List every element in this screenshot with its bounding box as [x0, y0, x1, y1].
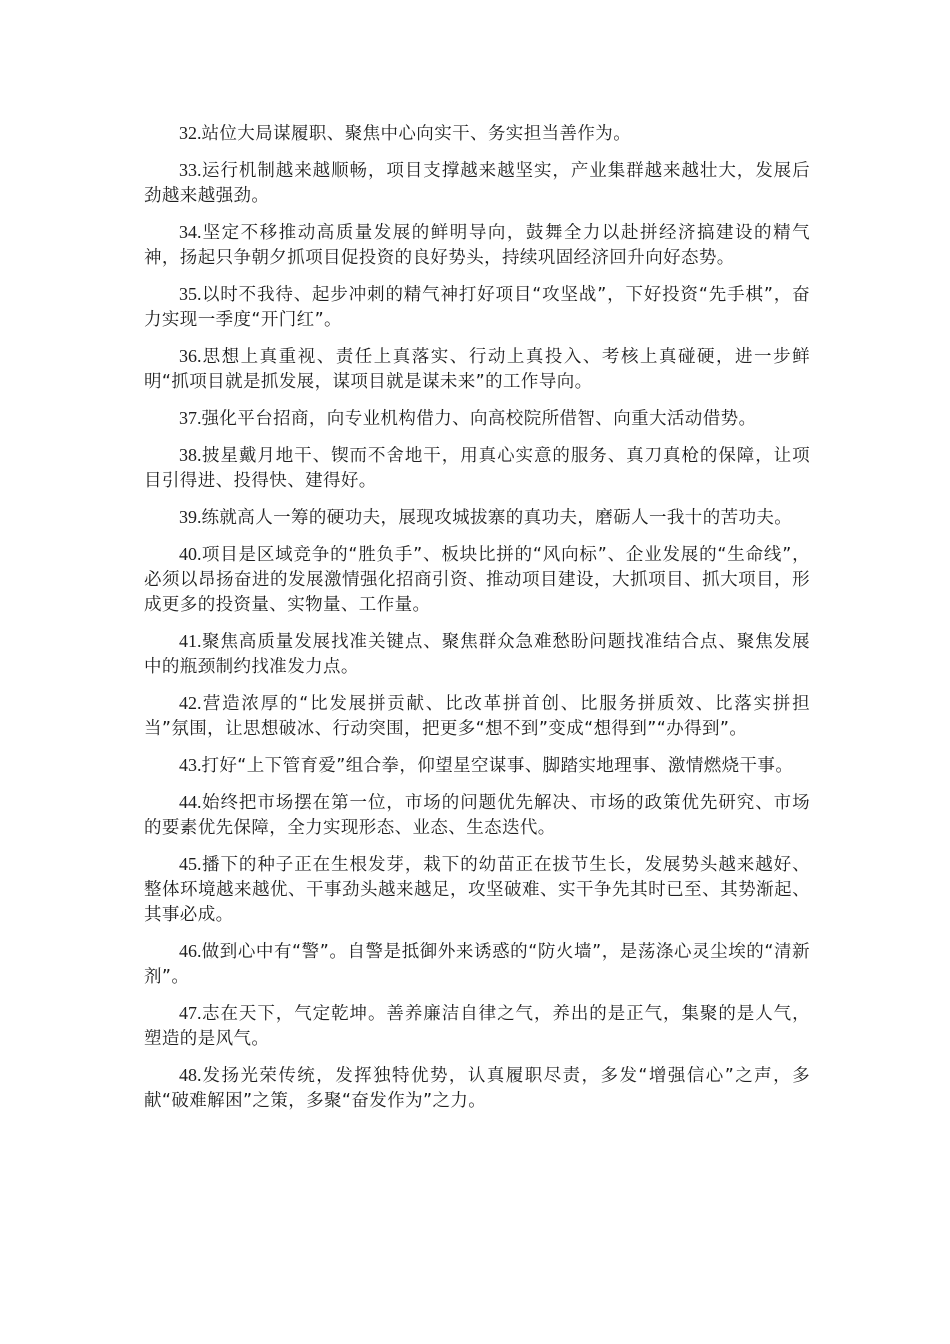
paragraph-38	[144, 443, 810, 494]
paragraph-number: 37.	[179, 408, 202, 428]
paragraph-number: 47.	[179, 1003, 202, 1023]
paragraph-text: 以时不我待、起步冲刺的精气神打好项目“攻坚战”，下好投资“先手棋”，奋力实现一季度“开门红”。	[144, 285, 810, 330]
paragraph-text: 打好“上下管育爱”组合拳，仰望星空谋事、脚踏实地理事、激情燃烧干事。	[201, 756, 794, 776]
paragraph-number: 45.	[179, 854, 202, 874]
paragraph-text: 站位大局谋履职、聚焦中心向实干、务实担当善作为。	[201, 124, 632, 144]
paragraph-number: 32.	[179, 123, 202, 143]
paragraph-number: 36.	[179, 346, 202, 366]
paragraph-37	[144, 406, 810, 432]
paragraph-text: 运行机制越来越顺畅，项目支撑越来越坚实，产业集群越来越壮大，发展后劲越来越强劲。	[144, 161, 810, 206]
paragraph-text: 强化平台招商，向专业机构借力、向高校院所借智、向重大活动借势。	[201, 409, 757, 429]
paragraph-number: 40.	[179, 544, 202, 564]
paragraph-number: 43.	[179, 755, 202, 775]
paragraph-41	[144, 629, 810, 680]
paragraph-number: 48.	[179, 1065, 202, 1085]
paragraph-number: 44.	[179, 792, 202, 812]
paragraph-43	[144, 753, 810, 779]
paragraph-text: 项目是区域竞争的“胜负手”、板块比拼的“风向标”、企业发展的“生命线”，必须以昂扬奋进的发展激情强化招商引资、推动项目建设，大抓项目、抓大项目，形成更多的投资量、实物量、工作量。	[144, 545, 810, 615]
paragraph-number: 46.	[179, 941, 202, 961]
paragraph-number: 35.	[179, 284, 202, 304]
paragraph-35	[144, 282, 810, 333]
paragraph-text: 始终把市场摆在第一位，市场的问题优先解决、市场的政策优先研究、市场的要素优先保障，全力实现形态、业态、生态迭代。	[144, 793, 810, 838]
paragraph-text: 营造浓厚的“比发展拼贡献、比改革拼首创、比服务拼质效、比落实拼担当”氛围，让思想破冰、行动突围，把更多“想不到”变成“想得到”“办得到”。	[144, 694, 810, 739]
paragraph-44	[144, 790, 810, 841]
paragraph-number: 33.	[179, 160, 202, 180]
paragraph-36	[144, 344, 810, 395]
paragraph-text: 做到心中有“警”。自警是抵御外来诱惑的“防火墙”，是荡涤心灵尘埃的“清新剂”。	[144, 942, 810, 987]
paragraph-40	[144, 542, 810, 618]
paragraph-number: 38.	[179, 445, 202, 465]
paragraph-text: 披星戴月地干、锲而不舍地干，用真心实意的服务、真刀真枪的保障，让项目引得进、投得快、建得好。	[144, 446, 810, 491]
paragraph-text: 志在天下，气定乾坤。善养廉洁自律之气，养出的是正气，集聚的是人气，塑造的是风气。	[144, 1004, 810, 1049]
paragraph-42	[144, 691, 810, 742]
paragraph-text: 聚焦高质量发展找准关键点、聚焦群众急难愁盼问题找准结合点、聚焦发展中的瓶颈制约找准发力点。	[144, 632, 810, 677]
paragraph-text: 练就高人一筹的硬功夫，展现攻城拔寨的真功夫，磨砺人一我十的苦功夫。	[201, 508, 793, 528]
paragraph-32	[144, 121, 810, 147]
paragraph-text: 坚定不移推动高质量发展的鲜明导向，鼓舞全力以赴拼经济搞建设的精气神，扬起只争朝夕抓项目促投资的良好势头，持续巩固经济回升向好态势。	[144, 223, 810, 268]
paragraph-39	[144, 505, 810, 531]
paragraph-text: 发扬光荣传统，发挥独特优势，认真履职尽责，多发“增强信心”之声，多献“破难解困”之策，多聚“奋发作为”之力。	[144, 1066, 810, 1111]
paragraph-45	[144, 852, 810, 928]
paragraph-34	[144, 220, 810, 271]
paragraph-46	[144, 939, 810, 990]
paragraph-48	[144, 1063, 810, 1114]
document-body	[144, 121, 810, 1125]
paragraph-text: 思想上真重视、责任上真落实、行动上真投入、考核上真碰硬，进一步鲜明“抓项目就是抓发展，谋项目就是谋未来”的工作导向。	[144, 347, 810, 392]
paragraph-47	[144, 1001, 810, 1052]
paragraph-number: 39.	[179, 507, 202, 527]
paragraph-33	[144, 158, 810, 209]
paragraph-number: 34.	[179, 222, 202, 242]
paragraph-text: 播下的种子正在生根发芽，栽下的幼苗正在拔节生长，发展势头越来越好、整体环境越来越优、干事劲头越来越足，攻坚破难、实干争先其时已至、其势渐起、其事必成。	[144, 855, 810, 925]
paragraph-number: 41.	[179, 631, 202, 651]
paragraph-number: 42.	[179, 693, 202, 713]
